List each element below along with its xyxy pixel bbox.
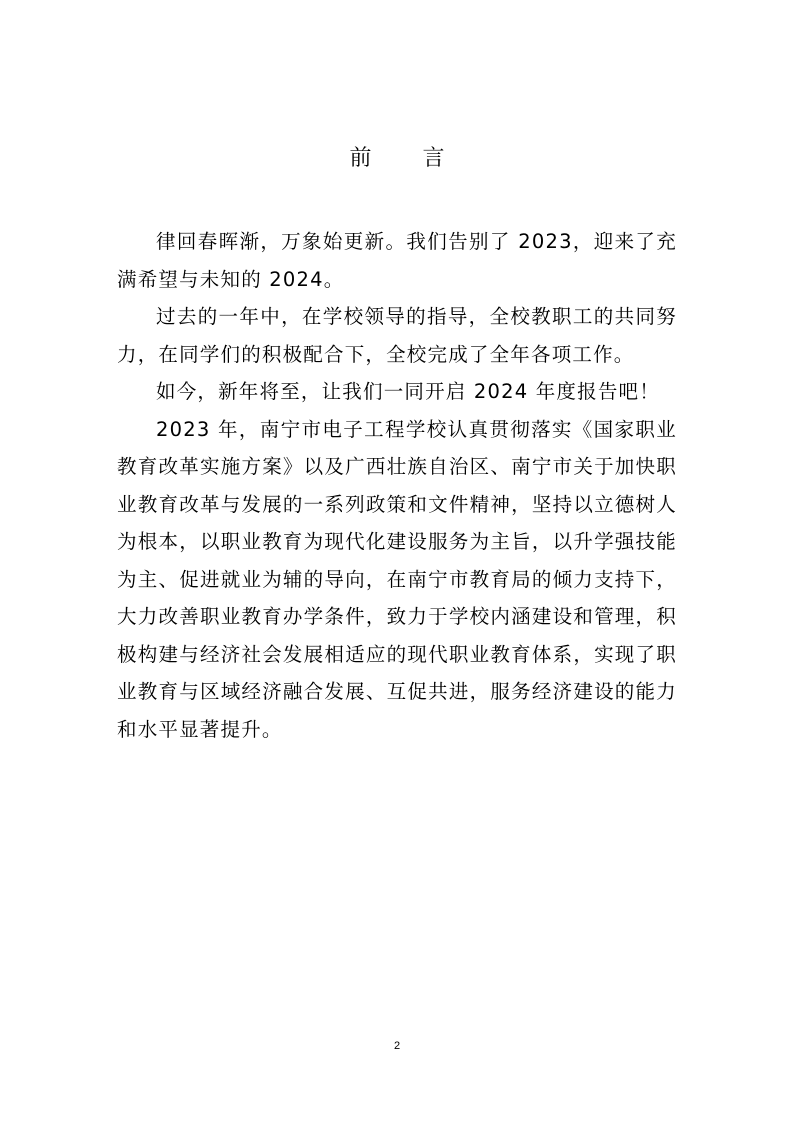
page-number: 2 bbox=[393, 1040, 401, 1052]
page-title: 前 言 bbox=[349, 146, 467, 171]
preface-body bbox=[117, 223, 677, 748]
paragraph-3: 如今，新年将至，让我们一同开启 2024 年度报告吧！ bbox=[156, 380, 660, 403]
paragraph-1: 律回春晖渐，万象始更新。我们告别了 2023，迎来了充满希望与未知的 2024。 bbox=[117, 230, 677, 291]
paragraph-4: 2023 年，南宁市电子工程学校认真贯彻落实《国家职业教育改革实施方案》以及广西壮族自治区、南宁市关于加快职业教育改革与发展的一系列政策和文件精神，坚持以立德树人为根本，以职业教育为现代化建设服务为主旨，以升学强技能为主、促进就业为辅的导向，在南宁市教育局的倾力支持下，大力改善职业教育办学条件，致力于学校内涵建设和管理，积极构建与经济社会发展相适应的现代职业教育体系，实现了职业教育与区域经济融合发展、互促共进，服务经济建设的能力和水平显著提升。 bbox=[117, 417, 677, 741]
paragraph-2: 过去的一年中，在学校领导的指导，全校教职工的共同努力，在同学们的积极配合下，全校完成了全年各项工作。 bbox=[117, 305, 677, 366]
